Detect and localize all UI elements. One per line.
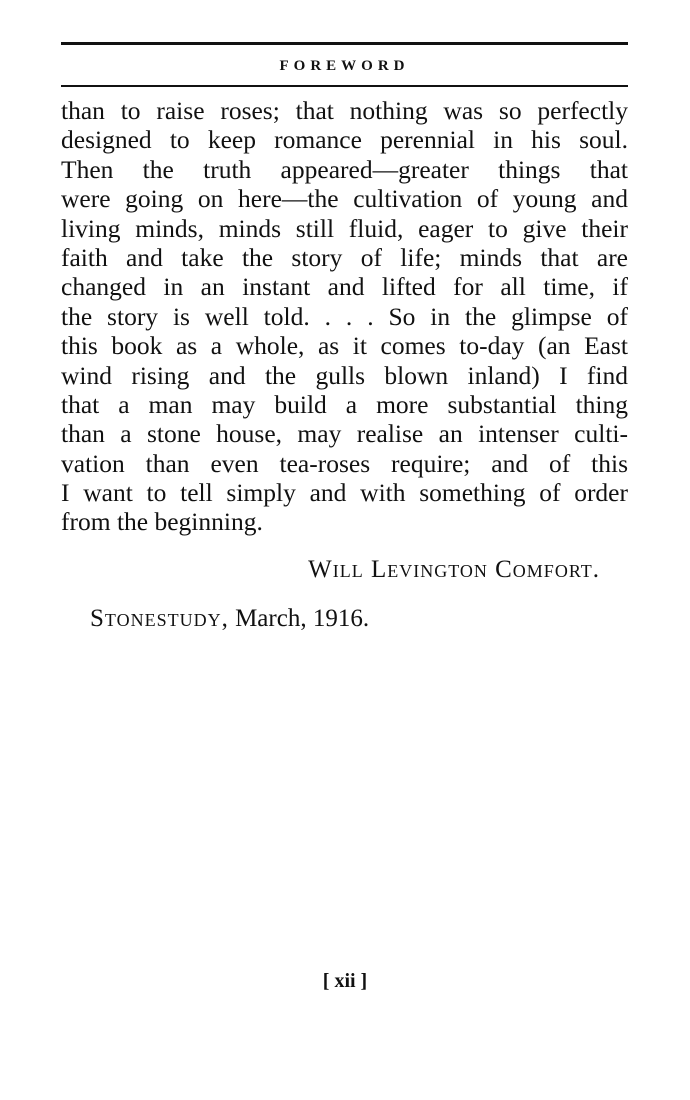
text-line: designed to keep romance perennial in his soul. (61, 125, 628, 155)
dateline (90, 604, 369, 634)
text-line: wind rising and the gulls blown inland) I find (61, 360, 628, 390)
dateline-date: March, 1916. (235, 605, 370, 632)
text-line: vation than even tea-roses require; and of this (61, 448, 628, 478)
text-line: Then the truth appeared—greater things that (61, 154, 628, 184)
header-rule-top (61, 42, 628, 45)
text-line: than to raise roses; that nothing was so perfectly (61, 96, 628, 125)
text-line: the story is well told. . . . So in the glimpse of (61, 301, 628, 331)
page-number: [ xii ] (322, 970, 368, 992)
dateline-place: Stonestudy, (90, 605, 229, 632)
text-line: I want to tell simply and with something of order (61, 478, 628, 508)
text-line: that a man may build a more substantial thing (61, 389, 628, 419)
body-text (61, 96, 628, 537)
header-rule-bottom (61, 85, 628, 87)
text-line: than a stone house, may realise an intenser culti- (61, 419, 628, 449)
text-line: this book as a whole, as it comes to-day (an East (61, 331, 628, 361)
text-line: were going on here—the cultivation of young and (61, 184, 628, 214)
running-head: FOREWORD (279, 58, 410, 74)
text-line: faith and take the story of life; minds that are (61, 242, 628, 272)
text-line: from the beginning. (61, 507, 263, 537)
text-line: living minds, minds still fluid, eager to give their (61, 213, 628, 243)
text-line: changed in an instant and lifted for all time, if (61, 272, 628, 302)
author-signature: Will Levington Comfort. (308, 556, 600, 583)
